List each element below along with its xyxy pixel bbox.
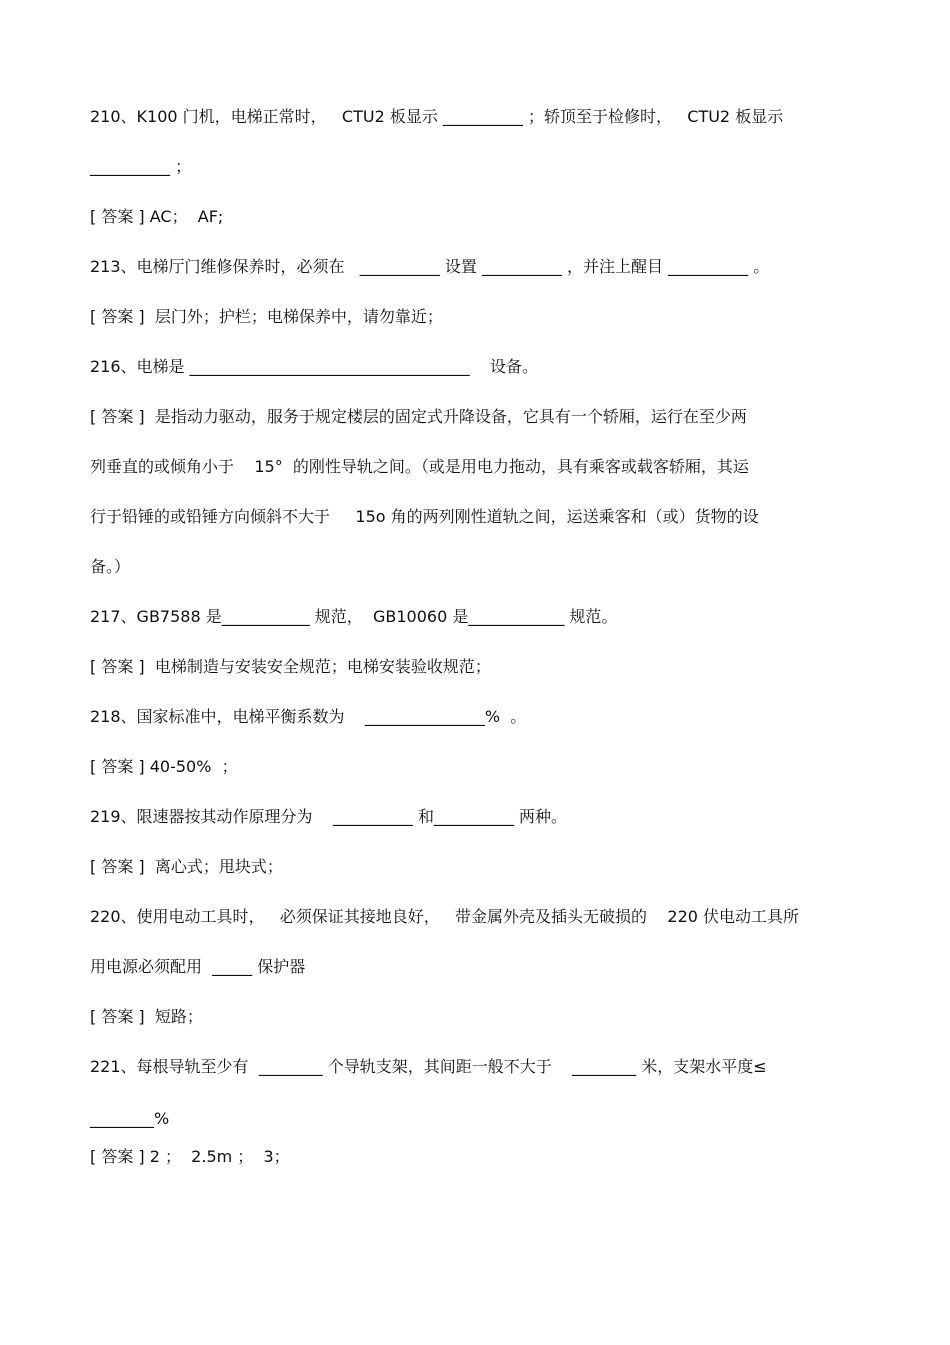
- answer-218: [ 答案 ] 40-50% ；: [90, 757, 238, 776]
- q210-line-1: 210、K100 门机，电梯正常时， CTU2 板显示 __________ ；轿顶至于检修时， CTU2 板显示: [90, 107, 784, 126]
- q220-line-2: 用电源必须配用 _____ 保护器: [90, 957, 306, 976]
- answer-220: [ 答案 ] 短路；: [90, 1007, 203, 1026]
- q216: 216、电梯是 ___________________________________ 设备。: [90, 357, 538, 376]
- answer-221: [ 答案 ] 2 ； 2.5m ； 3；: [90, 1147, 290, 1166]
- q220-line-1: 220、使用电动工具时， 必须保证其接地良好， 带金属外壳及插头无破损的 220 伏电动工具所: [90, 907, 800, 926]
- q210-line-2: __________ ；: [90, 157, 192, 176]
- answer-210: [ 答案 ] AC； AF;: [90, 207, 224, 226]
- answer-219: [ 答案 ] 离心式；甩块式；: [90, 857, 283, 876]
- q213: 213、电梯厅门维修保养时，必须在 __________ 设置 __________ ，并注上醒目 __________ 。: [90, 257, 770, 276]
- q221-line-1: 221、每根导轨至少有 ________ 个导轨支架，其间距一般不大于 ________ 米，支架水平度≤: [90, 1057, 767, 1076]
- q218: 218、国家标准中，电梯平衡系数为 _______________% 。: [90, 707, 527, 726]
- answer-217: [ 答案 ] 电梯制造与安装安全规范；电梯安装验收规范；: [90, 657, 491, 676]
- q219: 219、限速器按其动作原理分为 __________ 和__________ 两种。: [90, 807, 568, 826]
- answer-216-line-4: 备。）: [90, 557, 131, 576]
- q221-line-2: ________%: [90, 1109, 170, 1128]
- answer-213: [ 答案 ] 层门外；护栏；电梯保养中，请勿靠近；: [90, 307, 443, 326]
- q217: 217、GB7588 是___________ 规范， GB10060 是____________ 规范。: [90, 607, 618, 626]
- answer-216-line-1: [ 答案 ] 是指动力驱动，服务于规定楼层的固定式升降设备，它具有一个轿厢，运行在至少两: [90, 407, 747, 426]
- answer-216-line-3: 行于铅锤的或铅锤方向倾斜不大于 15o 角的两列刚性道轨之间，运送乘客和（或）货物的设: [90, 507, 759, 526]
- answer-216-line-2: 列垂直的或倾角小于 15° 的刚性导轨之间。（或是用电力拖动，具有乘客或载客轿厢，其运: [90, 457, 749, 476]
